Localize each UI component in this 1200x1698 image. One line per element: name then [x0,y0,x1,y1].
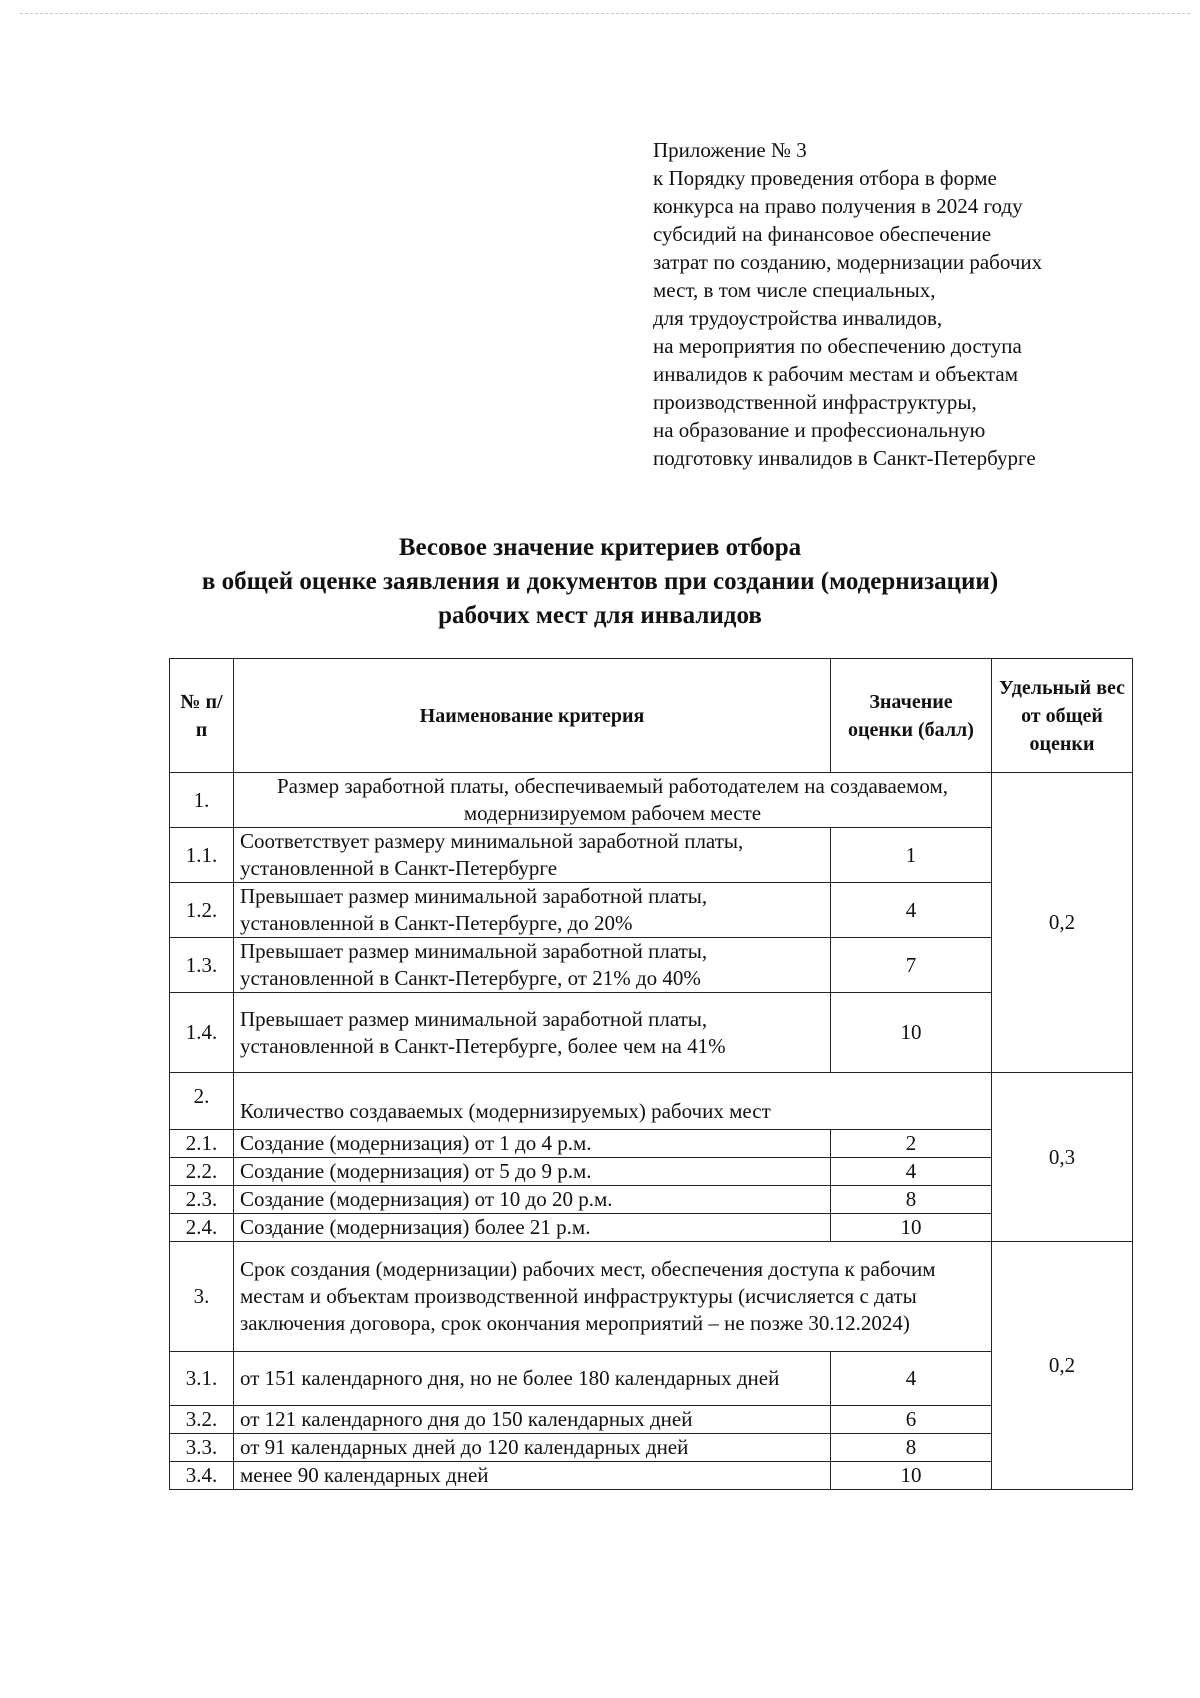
row-score: 4 [831,883,992,938]
row-score: 10 [831,993,992,1073]
section-title: Количество создаваемых (модернизируемых) рабочих мест [234,1073,992,1130]
table-row [170,1158,1133,1186]
appendix-line: инвалидов к рабочим местам и объектам [653,362,1018,386]
table-header-row [170,659,1133,773]
row-score: 4 [831,1352,992,1406]
row-score: 10 [831,1462,992,1490]
section-num: 3. [170,1242,234,1352]
row-num: 2.3. [170,1186,234,1214]
row-name: Создание (модернизация) от 1 до 4 р.м. [234,1130,831,1158]
table-row [170,1352,1133,1406]
header-num: № п/п [170,659,234,773]
row-score: 6 [831,1406,992,1434]
table-row [170,1186,1133,1214]
table-row [170,1462,1133,1490]
row-num: 2.4. [170,1214,234,1242]
row-name: Создание (модернизация) от 10 до 20 р.м. [234,1186,831,1214]
table-row [170,1406,1133,1434]
section-row [170,1242,1133,1352]
appendix-line: затрат по созданию, модернизации рабочих [653,250,1043,274]
row-score: 1 [831,828,992,883]
row-num: 3.2. [170,1406,234,1434]
row-num: 3.4. [170,1462,234,1490]
table-row [170,1130,1133,1158]
scan-edge [20,13,1190,14]
row-score: 4 [831,1158,992,1186]
title-line: рабочих мест для инвалидов [438,602,762,629]
row-num: 3.1. [170,1352,234,1406]
row-score: 10 [831,1214,992,1242]
row-num: 1.3. [170,938,234,993]
row-name: от 151 календарного дня, но не более 180 календарных дней [234,1352,831,1406]
appendix-line: конкурса на право получения в 2024 году [653,194,1023,218]
header-score: Значение оценки (балл) [831,659,992,773]
row-name: от 91 календарных дней до 120 календарных дней [234,1434,831,1462]
row-name: Создание (модернизация) от 5 до 9 р.м. [234,1158,831,1186]
row-num: 1.2. [170,883,234,938]
section-title: Размер заработной платы, обеспечиваемый работодателем на создаваемом, модернизируемом рабочем месте [234,773,992,828]
table-row [170,883,1133,938]
row-num: 1.4. [170,993,234,1073]
section-num: 2. [170,1073,234,1130]
row-name: Превышает размер минимальной заработной платы, установленной в Санкт-Петербурге, до 20% [234,883,831,938]
row-score: 8 [831,1434,992,1462]
criteria-table [169,658,1133,1490]
appendix-line: к Порядку проведения отбора в форме [653,166,997,190]
section-title: Срок создания (модернизации) рабочих мест, обеспечения доступа к рабочим местам и объектам производственной инфраструктуры (исчисляется с даты заключения договора, срок окончания мероприятий – не позже 30.12.2024) [234,1242,992,1352]
row-score: 2 [831,1130,992,1158]
section-num: 1. [170,773,234,828]
table-row [170,1214,1133,1242]
row-name: менее 90 календарных дней [234,1462,831,1490]
row-num: 3.3. [170,1434,234,1462]
document-title [0,531,1200,633]
table-row [170,828,1133,883]
section-weight: 0,2 [992,1242,1133,1490]
row-name: Превышает размер минимальной заработной платы, установленной в Санкт-Петербурге, более чем на 41% [234,993,831,1073]
appendix-header [653,136,1113,472]
row-name: Соответствует размеру минимальной заработной платы, установленной в Санкт-Петербурге [234,828,831,883]
table-row [170,938,1133,993]
header-name: Наименование критерия [234,659,831,773]
appendix-line: производственной инфраструктуры, [653,390,977,414]
section-weight: 0,3 [992,1073,1133,1242]
title-line: Весовое значение критериев отбора [398,534,802,561]
appendix-line: Приложение № 3 [653,138,807,162]
row-num: 1.1. [170,828,234,883]
table-row [170,993,1133,1073]
appendix-line: на образование и профессиональную [653,418,986,442]
table-row [170,1434,1133,1462]
appendix-line: на мероприятия по обеспечению доступа [653,334,1022,358]
appendix-line: субсидий на финансовое обеспечение [653,222,992,246]
section-weight: 0,2 [992,773,1133,1073]
row-name: от 121 календарного дня до 150 календарных дней [234,1406,831,1434]
title-line: в общей оценке заявления и документов при создании (модернизации) [201,568,999,595]
appendix-line: подготовку инвалидов в Санкт-Петербурге [653,446,1036,470]
row-name: Превышает размер минимальной заработной платы, установленной в Санкт-Петербурге, от 21% до 40% [234,938,831,993]
row-name: Создание (модернизация) более 21 р.м. [234,1214,831,1242]
appendix-line: для трудоустройства инвалидов, [653,306,943,330]
row-num: 2.1. [170,1130,234,1158]
section-row [170,773,1133,828]
section-row [170,1073,1133,1130]
row-score: 7 [831,938,992,993]
header-weight: Удельный вес от общей оценки [992,659,1133,773]
row-num: 2.2. [170,1158,234,1186]
row-score: 8 [831,1186,992,1214]
appendix-line: мест, в том числе специальных, [653,278,936,302]
